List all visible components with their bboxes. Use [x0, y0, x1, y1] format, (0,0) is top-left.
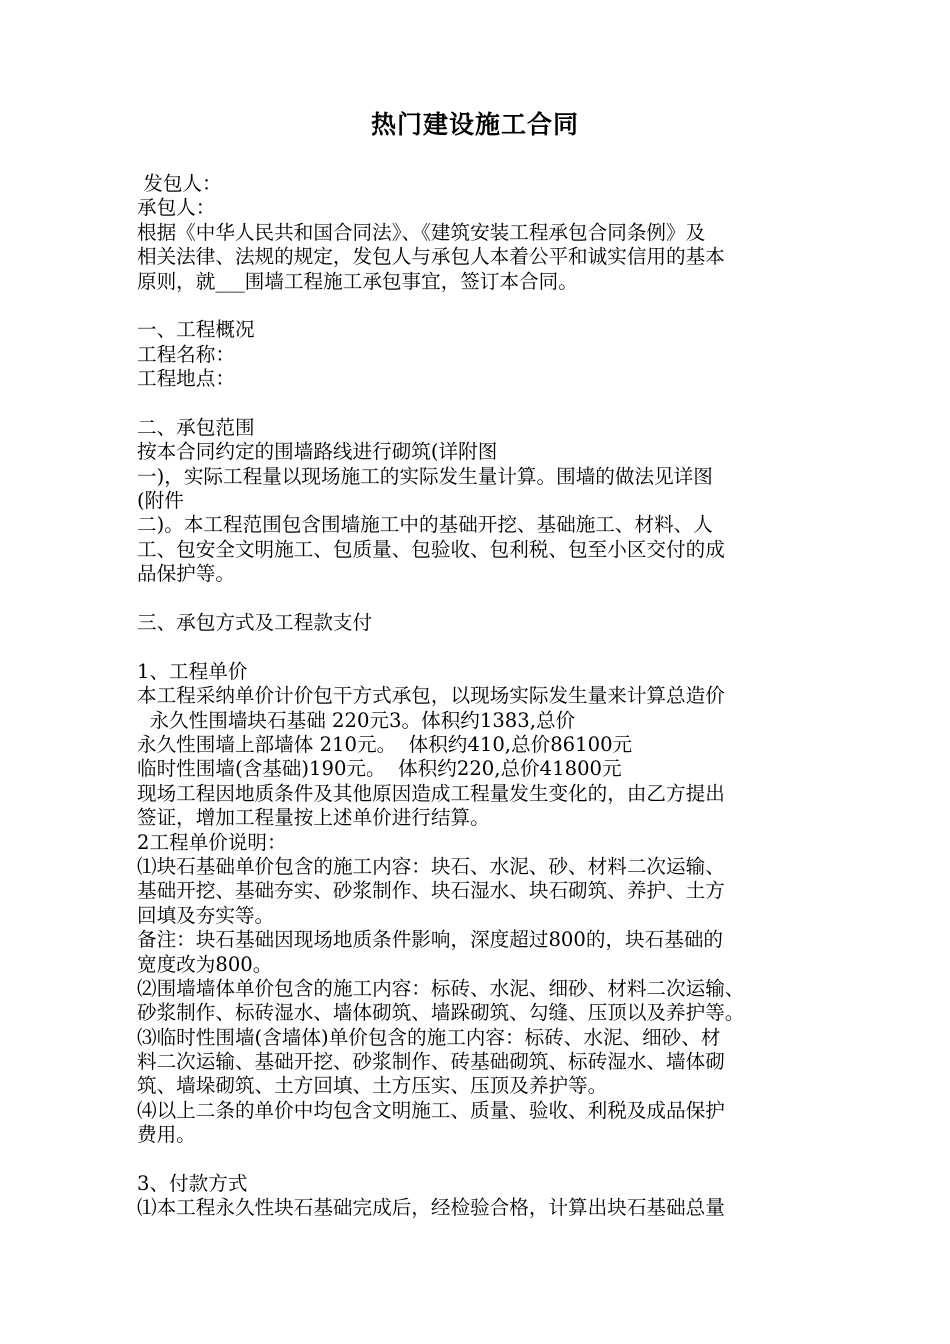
price-note-line: 回填及夯实等。 [137, 903, 275, 927]
blank-line [137, 392, 827, 416]
unit-price-line: 永久性围墙块石基础 220元3。体积约1383,总价 [137, 708, 576, 732]
price-note-line: ⑴块石基础单价包含的施工内容：块石、水泥、砂、材料二次运输、 [137, 854, 725, 878]
blank-line [137, 1148, 827, 1172]
section-heading: 二、承包范围 [137, 415, 255, 439]
subsection-heading: 2工程单价说明： [137, 830, 287, 854]
scope-line: 一)，实际工程量以现场施工的实际发生量计算。围墙的做法见详图 [137, 464, 713, 488]
project-location-line: 工程地点： [137, 367, 235, 391]
preamble-line: 相关法律、法规的规定，发包人与承包人本着公平和诚实信用的基本 [137, 245, 725, 269]
scope-line: 品保护等。 [137, 562, 235, 586]
blank-line [137, 294, 827, 318]
section-heading: 一、工程概况 [137, 318, 255, 342]
unit-price-line: 临时性围墙(含基础)190元。 体积约220,总价41800元 [137, 757, 622, 781]
blank-line [137, 587, 827, 611]
price-note-line: ⑶临时性围墙(含墙体)单价包含的施工内容：标砖、水泥、细砂、材 [137, 1025, 721, 1049]
price-note-line: 基础开挖、基础夯实、砂浆制作、块石湿水、块石砌筑、养护、土方 [137, 879, 725, 903]
price-note-line: 宽度改为800。 [137, 952, 273, 976]
party-a-line: 发包人： [137, 172, 222, 195]
payment-line: ⑴本工程永久性块石基础完成后，经检验合格，计算出块石基础总量 [137, 1196, 725, 1220]
price-note-line: 备注：块石基础因现场地质条件影响，深度超过800的，块石基础的 [137, 928, 724, 952]
price-note-line: 砂浆制作、标砖湿水、墙体砌筑、墙跺砌筑、勾缝、压顶以及养护等。 [137, 1001, 745, 1025]
scope-line: 按本合同约定的围墙路线进行砌筑(详附图 [137, 440, 498, 464]
document-body [137, 172, 827, 1221]
price-note-line: 筑、墙垛砌筑、土方回填、土方压实、压顶及养护等。 [137, 1074, 608, 1098]
scope-line: 工、包安全文明施工、包质量、包验收、包利税、包至小区交付的成 [137, 537, 725, 561]
preamble-line: 原则，就___围墙工程施工承包事宜，签订本合同。 [137, 269, 578, 293]
subsection-heading: 3、付款方式 [137, 1172, 248, 1196]
unit-price-line: 永久性围墙上部墙体 210元。 体积约410,总价86100元 [137, 732, 633, 756]
party-b-line: 承包人： [137, 196, 216, 220]
subsection-heading: 1、工程单价 [137, 659, 248, 683]
preamble-line: 根据《中华人民共和国合同法》、《建筑安装工程承包合同条例》及 [137, 220, 706, 244]
unit-price-line: 本工程采纳单价计价包干方式承包，以现场实际发生量来计算总造价 [137, 684, 725, 708]
price-note-line: ⑷以上二条的单价中均包含文明施工、质量、验收、利税及成品保护 [137, 1098, 725, 1122]
scope-line: (附件 [137, 489, 184, 513]
price-note-line: 费用。 [137, 1123, 196, 1147]
section-heading: 三、承包方式及工程款支付 [137, 611, 373, 635]
price-note-line: ⑵围墙墙体单价包含的施工内容：标砖、水泥、细砂、材料二次运输、 [137, 976, 745, 1000]
project-name-line: 工程名称： [137, 342, 235, 366]
unit-price-line: 现场工程因地质条件及其他原因造成工程量发生变化的，由乙方提出 [137, 781, 725, 805]
price-note-line: 料二次运输、基础开挖、砂浆制作、砖基础砌筑、标砖湿水、墙体砌 [137, 1050, 725, 1074]
document-title: 热门建设施工合同 [370, 110, 579, 139]
blank-line [137, 635, 827, 659]
unit-price-line: 签证，增加工程量按上述单价进行结算。 [137, 806, 490, 830]
scope-line: 二)。本工程范围包含围墙施工中的基础开挖、基础施工、材料、人 [137, 513, 713, 537]
